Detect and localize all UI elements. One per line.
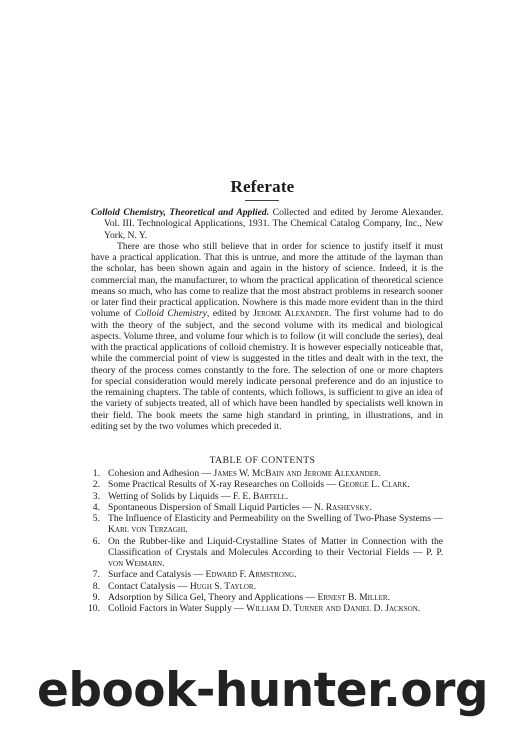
toc-item-number: 8. [92,580,100,592]
review-text-1: There are those who still believe that in order for science to justify itself it must have a practical application. That this is untrue, and more the attitude of the layman than the scholar, has been shown again and again in the history of science. Indeed, it is the commercial man, the manufacturer, to whom the practical application of theoretical science means so much, who has come to realize that the most abstract problems in research sooner or later find their practical application. Nowhere is this made more evident than in the third volume of [91,240,443,320]
toc-item-author: F. E. Bartell [233,490,286,502]
toc-item-end: . [285,490,289,502]
toc-item-end: . [294,569,297,581]
toc-item [82,536,443,570]
toc-item-end: . [407,479,410,491]
toc-item [82,479,443,490]
toc-item [82,468,443,479]
toc-item-number: 7. [92,569,100,581]
toc-item-number: 2. [92,479,100,491]
toc-item [82,491,443,502]
toc-item [82,603,443,614]
toc-item-title: Spontaneous Dispersion of Small Liquid Particles — [108,501,314,513]
review-paragraph [91,241,443,432]
toc-item-end: . [253,580,256,592]
toc-item-author: Hugh S. Taylor [189,580,254,592]
toc-item-author: James W. McBain and Jerome Alexander [213,468,379,479]
page-title: Referate [230,177,295,196]
toc-item-title: Contact Catalysis — [108,580,190,592]
toc-item [82,502,443,513]
review-text-3: . The first volume had to do with the theory of the subject, and the second volume with its medical and biological aspects. Volume three, and volume four which is to follow (it will conclude the series), deal with the practical applications of colloid chemistry. It is however especially noticeable that, while the commercial point of view is suggested in the titles and dealt with in the text, the theory of the process comes constantly to the fore. The selection of one or more chapters for special consideration would merely indicate personal preference and do an injustice to the remaining chapters. The table of contents, which follows, is sufficient to give an idea of the variety of subjects treated, all of which have been handled by specialists well known in their field. The book meets the same high standard in printing, in illustrations, and in editing set by the two volumes which preceded it. [91,308,444,432]
toc-item [82,592,443,603]
toc-item-end: . [185,524,188,536]
toc-item-number: 10. [88,603,100,614]
toc-item-number: 5. [92,513,100,524]
toc-item-number: 9. [92,591,100,603]
toc-item-author: Karl von Terzaghi [108,524,186,536]
toc-item-title: Surface and Catalysis — [108,569,206,581]
watermark: ebook-hunter.org [36,663,489,718]
toc-item-number: 6. [92,535,100,547]
title-rule [245,200,279,201]
book-details: Collected and edited by Jerome Alexander. Vol. III. Technological Applications, 1931. The Chemical Catalog Company, Inc., New York, N. Y. [104,207,444,241]
toc-item-end: . [162,558,165,569]
toc-item-number: 3. [92,490,100,502]
toc-item-number: 1. [92,468,100,479]
toc-item-title: Colloid Factors in Water Supply — [108,603,247,614]
review-text-2: , edited by [206,308,254,320]
toc-item-title: Some Practical Results of X-ray Researches on Colloids — [108,479,339,491]
toc-item-end: . [417,603,421,614]
toc-item-author: William D. Turner and Daniel D. Jackson [246,603,418,614]
toc-item-title: On the Rubber-like and Liquid-Crystalline States of Matter in Connection with the Classification of Crystals and Molecules According to their Vectorial Fields — [108,535,443,558]
toc-item-end: . [387,591,390,603]
toc-item-author: George L. Clark [338,479,408,491]
toc-item-end: . [369,501,372,513]
toc-item [82,581,443,592]
toc-item-author: P. P. von Weimarn [108,546,443,569]
toc-item-title: The Influence of Elasticity and Permeability on the Swelling of Two-Phase Systems — [108,513,443,524]
toc-item-author: Ernest B. Miller [317,591,388,603]
table-of-contents [82,468,443,614]
toc-heading: TABLE OF CONTENTS [209,455,316,466]
toc-item-author: N. Rashevsky [313,501,370,513]
toc-item [82,513,443,536]
book-citation [91,207,443,241]
toc-item-number: 4. [92,501,100,513]
toc-item [82,569,443,580]
review-editor-name: Jerome Alexander [253,308,330,320]
toc-item-title: Adsorption by Silica Gel, Theory and Applications — [108,591,318,603]
book-title: Colloid Chemistry, Theoretical and Applied. [91,207,270,218]
toc-item-author: Edward F. Armstrong [205,569,295,581]
toc-item-end: . [378,468,382,479]
toc-item-title: Cohesion and Adhesion — [108,468,214,479]
toc-item-title: Wetting of Solids by Liquids — [108,490,234,502]
review-italic-title: Colloid Chemistry [135,308,207,320]
review-block [91,207,443,432]
